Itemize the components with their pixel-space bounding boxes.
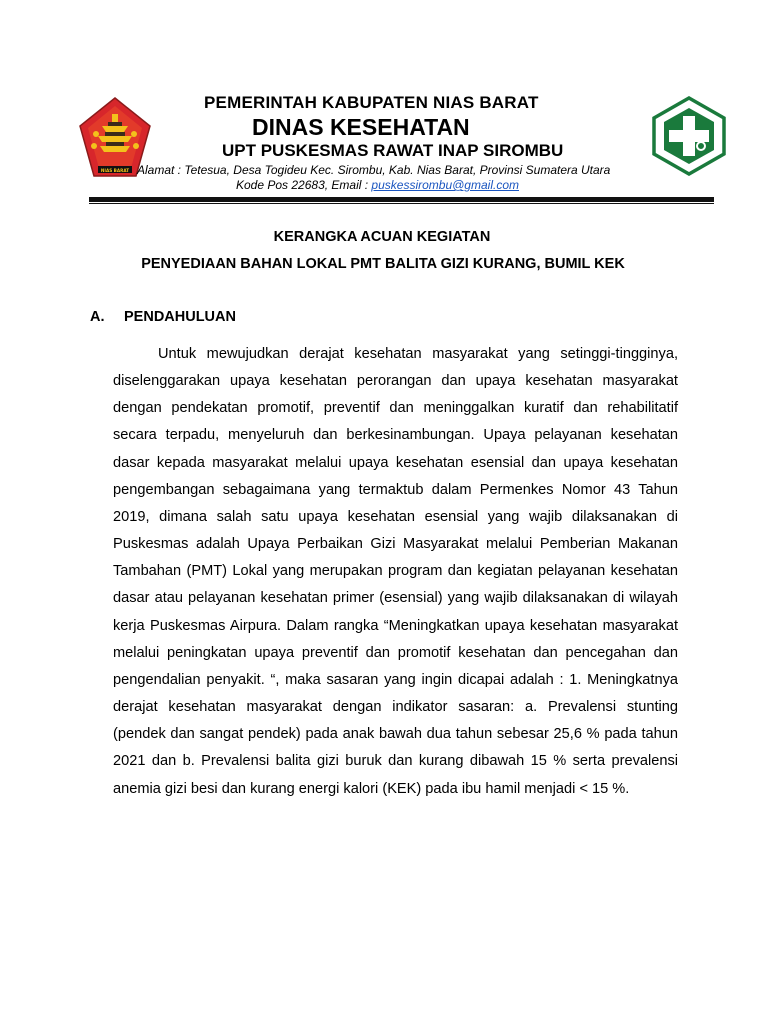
header-rule-thick xyxy=(89,197,714,202)
section-number: A. xyxy=(90,309,105,325)
header-puskesmas: UPT PUSKESMAS RAWAT INAP SIROMBU xyxy=(222,141,564,160)
header-department: DINAS KESEHATAN xyxy=(252,114,470,140)
postal-code-text: Kode Pos 22683, Email : xyxy=(236,178,372,192)
emblem-caption: NIAS BARAT xyxy=(100,168,130,173)
section-heading xyxy=(90,309,236,325)
document-title: KERANGKA ACUAN KEGIATAN xyxy=(273,229,491,245)
header-address: Alamat : Tetesua, Desa Togideu Kec. Sirombu, Kab. Nias Barat, Provinsi Sumatera Utara xyxy=(137,163,611,177)
header-government: PEMERINTAH KABUPATEN NIAS BARAT xyxy=(204,93,539,112)
header-postal-email xyxy=(236,178,768,192)
document-subtitle: PENYEDIAAN BAHAN LOKAL PMT BALITA GIZI KURANG, BUMIL KEK xyxy=(141,256,625,272)
header-rule-thin xyxy=(89,203,714,204)
body-paragraph: Untuk mewujudkan derajat kesehatan masyarakat yang setinggi-tingginya, diselenggarakan upaya kesehatan perorangan dan upaya kesehatan masyarakat dengan pendekatan promotif, preventif dan meninggalkan kuratif dan rehabilitatif secara terpadu, menyeluruh dan berkesinambungan. Upaya pelayanan kesehatan dasar kepada masyarakat melalui upaya kesehatan esensial dan upaya kesehatan pengembangan sebagaimana yang termaktub dalam Permenkes Nomor 43 Tahun 2019, dimana salah satu upaya kesehatan esensial yang wajib dilaksanakan di Puskesmas adalah Upaya Perbaikan Gizi Masyarakat melalui Pemberian Makanan Tambahan (PMT) Lokal yang merupakan program dan kegiatan pelayanan kesehatan dasar atau pelayanan kesehatan primer (esensial) yang wajib dilaksanakan di wilayah kerja Puskesmas Airpura. Dalam rangka “Meningkatkan upaya kesehatan masyarakat melalui peningkatan upaya preventif dan promotif kesehatan dan pencegahan dan pengendalian penyakit. “, maka sasaran yang ingin dicapai adalah : 1. Meningkatnya derajat kesehatan masyarakat dengan indikator sasaran: a. Prevalensi stunting (pendek dan sangat pendek) pada anak bawah dua tahun sebesar 25,6 % pada tahun 2021 dan b. Prevalensi balita gizi buruk dan kurang dibawah 15 % serta prevalensi anemia gizi besi dan kurang energi kalori (KEK) pada ibu hamil menjadi < 15 %. xyxy=(113,346,678,797)
email-link[interactable]: puskessirombu@gmail.com xyxy=(371,178,519,192)
section-title: PENDAHULUAN xyxy=(124,309,236,325)
